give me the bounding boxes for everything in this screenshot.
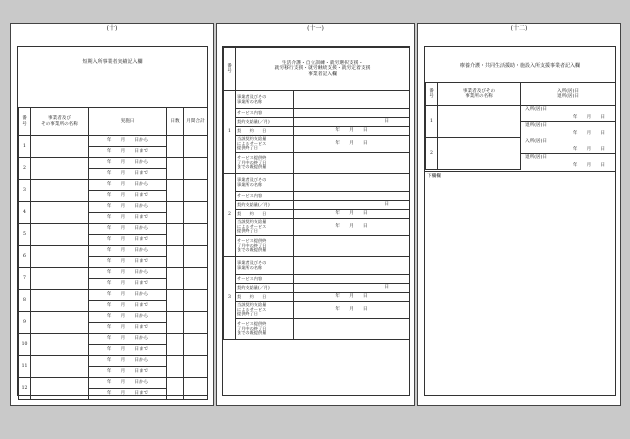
exit-label: 退所(居)日 <box>521 154 616 162</box>
table-row <box>19 290 208 301</box>
value-cell[interactable]: 日 <box>294 118 410 127</box>
days-cell[interactable] <box>167 268 184 290</box>
table-row <box>224 319 410 340</box>
date-from-cell[interactable]: 年 月 日から <box>89 180 167 191</box>
date-until-cell[interactable]: 年 月 日まで <box>89 367 167 378</box>
table-row <box>19 158 208 169</box>
label-balance: サービス提供終 了月中の終了日 までの既提供量 <box>236 153 294 174</box>
residential-form <box>424 46 616 396</box>
label-contract-date: 契 約 日 <box>236 127 294 136</box>
table-row <box>224 236 410 257</box>
total-cell[interactable] <box>184 290 208 312</box>
table-row <box>19 334 208 345</box>
row-number: 9 <box>19 312 31 334</box>
table-row <box>19 202 208 213</box>
table-row <box>426 138 616 146</box>
header-date: 実施日 <box>89 108 167 136</box>
date-from-cell[interactable]: 年 月 日から <box>89 356 167 367</box>
value-cell[interactable]: 年 月 日 <box>294 302 410 319</box>
date-cell[interactable]: 年 月 日 <box>521 146 616 154</box>
provider-name-cell[interactable] <box>31 224 89 246</box>
header-no: 番号 <box>19 108 31 136</box>
table-row <box>224 257 410 275</box>
provider-name-cell[interactable] <box>438 106 521 138</box>
days-cell[interactable] <box>167 334 184 356</box>
date-until-cell[interactable]: 年 月 日まで <box>89 301 167 312</box>
remarks-label: 下欄欄 <box>427 174 441 179</box>
day-service-form <box>222 46 410 396</box>
entry-label: 入所(居)日 <box>521 138 616 146</box>
provider-name-cell[interactable] <box>31 158 89 180</box>
value-cell[interactable] <box>294 153 410 174</box>
section-10-title: 短期入所事業者実績記入欄 <box>82 59 143 65</box>
date-until-cell[interactable]: 年 月 日まで <box>89 257 167 268</box>
label-remain: 当該契約支給量 によるサービス 提供終了日 <box>236 302 294 319</box>
date-from-cell[interactable]: 年 月 日から <box>89 136 167 147</box>
label-contract-date: 契 約 日 <box>236 210 294 219</box>
table-row <box>224 153 410 174</box>
date-from-cell[interactable]: 年 月 日から <box>89 246 167 257</box>
label-balance: サービス提供終 了月中の終了日 までの既提供量 <box>236 236 294 257</box>
row-number: 2 <box>426 138 438 170</box>
date-until-cell[interactable]: 年 月 日まで <box>89 169 167 180</box>
row-number: 2 <box>224 174 236 257</box>
header-name: 事業者及びその 事業所の名称 <box>438 83 521 106</box>
date-from-cell[interactable]: 年 月 日から <box>89 202 167 213</box>
exit-label: 退所(居)日 <box>521 122 616 130</box>
table-row <box>19 136 208 147</box>
row-number: 10 <box>19 334 31 356</box>
short-stay-rows <box>18 135 208 400</box>
table-row <box>224 201 410 210</box>
date-until-cell[interactable]: 年 月 日まで <box>89 235 167 246</box>
days-cell[interactable] <box>167 136 184 158</box>
table-row <box>224 192 410 201</box>
provider-name-cell[interactable] <box>31 378 89 400</box>
date-from-cell[interactable]: 年 月 日から <box>89 290 167 301</box>
section-12-number: (十二) <box>510 25 528 32</box>
value-cell[interactable]: 年 月 日 <box>294 210 410 219</box>
date-from-cell[interactable]: 年 月 日から <box>89 378 167 389</box>
date-cell[interactable]: 年 月 日 <box>521 162 616 170</box>
days-cell[interactable] <box>167 290 184 312</box>
row-number: 7 <box>19 268 31 290</box>
total-cell[interactable] <box>184 158 208 180</box>
table-row <box>224 275 410 284</box>
provider-name-cell[interactable] <box>438 138 521 170</box>
table-row <box>224 127 410 136</box>
table-row <box>224 302 410 319</box>
table-row <box>426 106 616 114</box>
table-row <box>224 219 410 236</box>
total-cell[interactable] <box>184 378 208 400</box>
total-cell[interactable] <box>184 246 208 268</box>
provider-name-cell[interactable] <box>31 356 89 378</box>
provider-name-cell[interactable] <box>31 202 89 224</box>
date-cell[interactable]: 年 月 日 <box>521 114 616 122</box>
provider-name-cell[interactable] <box>31 180 89 202</box>
label-supply: 契約支給量(／月) <box>236 201 294 210</box>
days-cell[interactable] <box>167 356 184 378</box>
days-cell[interactable] <box>167 246 184 268</box>
total-cell[interactable] <box>184 136 208 158</box>
short-stay-table <box>18 107 208 136</box>
table-row <box>224 284 410 293</box>
value-cell[interactable]: 日 <box>294 201 410 210</box>
label-name: 事業者及びその 事業所の名称 <box>236 174 294 192</box>
date-from-cell[interactable]: 年 月 日から <box>89 268 167 279</box>
total-cell[interactable] <box>184 224 208 246</box>
value-cell[interactable] <box>294 319 410 340</box>
label-name: 事業者及びその 事業所の名称 <box>236 257 294 275</box>
value-cell[interactable]: 年 月 日 <box>294 127 410 136</box>
table-row <box>19 312 208 323</box>
label-supply: 契約支給量(／月) <box>236 118 294 127</box>
table-row <box>19 224 208 235</box>
day-service-rows <box>223 90 410 340</box>
label-supply: 契約支給量(／月) <box>236 284 294 293</box>
date-from-cell[interactable]: 年 月 日から <box>89 312 167 323</box>
label-name: 事業者及びその 事業所の名称 <box>236 91 294 109</box>
date-until-cell[interactable]: 年 月 日まで <box>89 323 167 334</box>
value-cell[interactable] <box>294 257 410 275</box>
table-row <box>19 268 208 279</box>
section-10-page <box>10 23 214 406</box>
table-row <box>224 293 410 302</box>
label-remain: 当該契約支給量 によるサービス 提供終了日 <box>236 136 294 153</box>
residential-table <box>425 82 616 106</box>
date-until-cell[interactable]: 年 月 日まで <box>89 147 167 158</box>
total-cell[interactable] <box>184 202 208 224</box>
row-number: 3 <box>19 180 31 202</box>
section-11-page <box>216 23 415 406</box>
value-cell[interactable] <box>294 109 410 118</box>
value-cell[interactable] <box>294 236 410 257</box>
total-cell[interactable] <box>184 268 208 290</box>
table-row <box>224 118 410 127</box>
row-number: 5 <box>19 224 31 246</box>
section-12-title: 療養介護・共同生活援助・施設入所支援事業者記入欄 <box>459 63 580 69</box>
label-service: サービス内容 <box>236 275 294 284</box>
label-remain: 当該契約支給量 によるサービス 提供終了日 <box>236 219 294 236</box>
date-cell[interactable]: 年 月 日 <box>521 130 616 138</box>
row-number: 1 <box>19 136 31 158</box>
row-number: 6 <box>19 246 31 268</box>
label-balance: サービス提供終 了月中の終了日 までの既提供量 <box>236 319 294 340</box>
header-name: 事業者及び その事業所の名称 <box>31 108 89 136</box>
row-number: 2 <box>19 158 31 180</box>
days-cell[interactable] <box>167 312 184 334</box>
value-cell[interactable] <box>294 275 410 284</box>
value-cell[interactable] <box>294 192 410 201</box>
table-row <box>19 180 208 191</box>
value-cell[interactable]: 年 月 日 <box>294 293 410 302</box>
section-11-number: (十一) <box>307 25 324 32</box>
short-stay-form <box>17 46 208 396</box>
date-from-cell[interactable]: 年 月 日から <box>89 224 167 235</box>
label-contract-date: 契 約 日 <box>236 293 294 302</box>
row-number: 3 <box>224 257 236 340</box>
table-row <box>19 246 208 257</box>
row-number: 4 <box>19 202 31 224</box>
provider-name-cell[interactable] <box>31 312 89 334</box>
total-cell[interactable] <box>184 356 208 378</box>
residential-rows <box>425 105 616 170</box>
label-service: サービス内容 <box>236 192 294 201</box>
date-until-cell[interactable]: 年 月 日まで <box>89 191 167 202</box>
row-number: 1 <box>426 106 438 138</box>
value-cell[interactable]: 年 月 日 <box>294 136 410 153</box>
date-until-cell[interactable]: 年 月 日まで <box>89 213 167 224</box>
row-number: 1 <box>224 91 236 174</box>
entry-label: 入所(居)日 <box>521 106 616 114</box>
table-row <box>224 109 410 118</box>
table-row <box>224 210 410 219</box>
row-number: 8 <box>19 290 31 312</box>
table-row <box>19 356 208 367</box>
provider-name-cell[interactable] <box>31 268 89 290</box>
row-number: 12 <box>19 378 31 400</box>
day-service-header <box>223 47 410 91</box>
header-days: 日数 <box>167 108 184 136</box>
section-12-page <box>417 23 621 406</box>
header-period: 入所(居)日 退所(居)日 <box>521 83 616 106</box>
section-10-number: (十) <box>106 25 118 32</box>
date-until-cell[interactable]: 年 月 日まで <box>89 389 167 400</box>
value-cell[interactable]: 日 <box>294 284 410 293</box>
days-cell[interactable] <box>167 158 184 180</box>
table-row <box>19 378 208 389</box>
section-11-title: 生活介護・自立訓練・就労選択支援・ 就労移行支援・就労継続支援・就労定着支援 事業者記入欄 <box>236 48 410 91</box>
provider-name-cell[interactable] <box>31 334 89 356</box>
value-cell[interactable] <box>294 91 410 109</box>
date-from-cell[interactable]: 年 月 日から <box>89 158 167 169</box>
value-cell[interactable] <box>294 174 410 192</box>
row-number: 11 <box>19 356 31 378</box>
header-no: 番号 <box>224 48 236 91</box>
total-cell[interactable] <box>184 334 208 356</box>
value-cell[interactable]: 年 月 日 <box>294 219 410 236</box>
provider-name-cell[interactable] <box>31 136 89 158</box>
date-until-cell[interactable]: 年 月 日まで <box>89 345 167 356</box>
table-row <box>224 91 410 109</box>
total-cell[interactable] <box>184 180 208 202</box>
days-cell[interactable] <box>167 202 184 224</box>
total-cell[interactable] <box>184 312 208 334</box>
days-cell[interactable] <box>167 180 184 202</box>
days-cell[interactable] <box>167 378 184 400</box>
header-total: 月間合計 <box>184 108 208 136</box>
table-row <box>224 136 410 153</box>
table-row <box>224 174 410 192</box>
label-service: サービス内容 <box>236 109 294 118</box>
header-no: 番号 <box>426 83 438 106</box>
days-cell[interactable] <box>167 224 184 246</box>
provider-name-cell[interactable] <box>31 290 89 312</box>
provider-name-cell[interactable] <box>31 246 89 268</box>
date-from-cell[interactable]: 年 月 日から <box>89 334 167 345</box>
date-until-cell[interactable]: 年 月 日まで <box>89 279 167 290</box>
